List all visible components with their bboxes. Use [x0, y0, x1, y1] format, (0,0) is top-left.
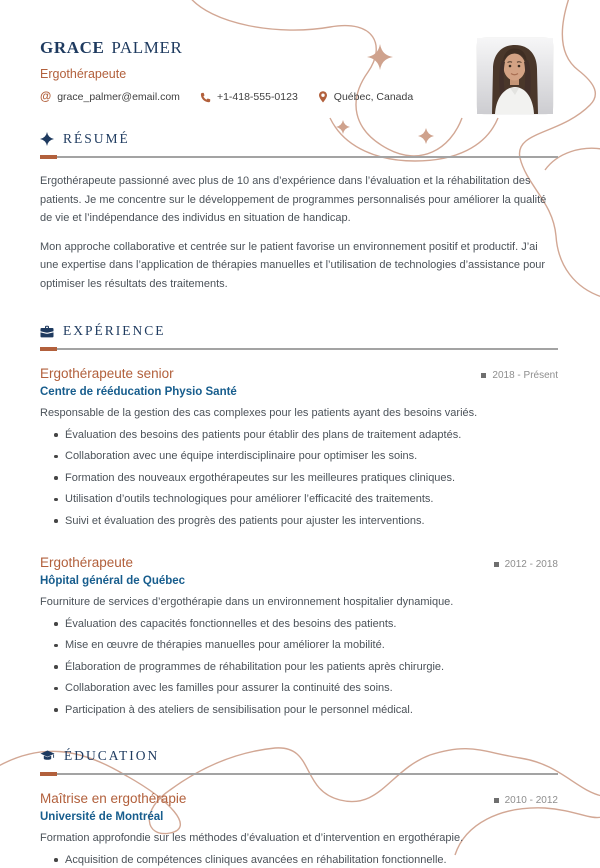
job-summary: Fourniture de services d’ergothérapie dans un environnement hospitalier dynamique. — [40, 596, 454, 608]
section-title: EXPÉRIENCE — [63, 323, 166, 338]
job-bullet: Élaboration de programmes de réhabilitation pour les patients après chirurgie. — [65, 658, 558, 675]
job-bullet: Collaboration avec une équipe interdisciplinaire pour optimiser les soins. — [65, 448, 558, 465]
education-summary: Formation approfondie sur les méthodes d’évaluation et d’intervention en ergothérapie. — [40, 832, 464, 844]
resume-paragraph: Mon approche collaborative et centrée sur le patient favorise un environnement positif et productif. J’ai une expertise dans l’application de thérapies manuelles et l’utilisation de technologies d’assistance pour optimiser les résultats des traitements. — [40, 240, 546, 290]
sparkle-icon — [40, 132, 54, 146]
contact-location — [318, 91, 413, 103]
section-education — [40, 748, 558, 868]
first-name: GRACE — [40, 38, 105, 57]
date-text: 2012 - 2018 — [504, 559, 558, 570]
square-bullet-icon — [481, 373, 486, 378]
education-bullet: Acquisition de compétences cliniques avancées en réhabilitation fonctionnelle. — [65, 851, 558, 868]
square-bullet-icon — [494, 798, 499, 803]
education-bullet-list — [40, 851, 558, 868]
job-bullet: Suivi et évaluation des progrès des patients pour ajuster les interventions. — [65, 512, 558, 529]
date-text: 2010 - 2012 — [504, 795, 558, 806]
degree-name: Maîtrise en ergothérapie — [40, 791, 187, 806]
job-bullet: Participation à des ateliers de sensibilisation pour le personnel médical. — [65, 701, 558, 718]
date-range — [481, 370, 558, 381]
date-range — [494, 795, 558, 806]
date-text: 2018 - Présent — [492, 370, 558, 381]
date-range — [494, 559, 558, 570]
section-title: ÉDUCATION — [64, 748, 160, 763]
job-role: Ergothérapeute — [40, 555, 134, 570]
at-icon: @ — [40, 91, 52, 103]
job-bullet: Mise en œuvre de thérapies manuelles pour améliorer la mobilité. — [65, 637, 558, 654]
profile-photo — [477, 38, 553, 114]
job-bullet: Formation des nouveaux ergothérapeutes sur les meilleures pratiques cliniques. — [65, 469, 558, 486]
job-bullet-list — [40, 426, 558, 529]
email-text: grace_palmer@email.com — [57, 91, 180, 103]
section-resume — [40, 131, 558, 293]
section-header — [40, 748, 558, 764]
job-role: Ergothérapeute senior — [40, 366, 174, 381]
company-name: Hôpital général de Québec — [40, 575, 186, 587]
experience-entry — [40, 555, 558, 718]
last-name: PALMER — [111, 38, 183, 57]
school-name: Université de Montréal — [40, 811, 164, 823]
resume-paragraph: Ergothérapeute passionné avec plus de 10 ans d’expérience dans l’évaluation et la réhabilitation des patients. Je me concentre sur le développement de programmes personnalisés pour améliorer la qualité de vie et l’indépendance des individus en situation de handicap. — [40, 175, 547, 224]
briefcase-icon — [40, 325, 54, 338]
job-bullet: Collaboration avec les familles pour assurer la continuité des soins. — [65, 680, 558, 697]
entry-header — [40, 791, 558, 806]
section-title: RÉSUMÉ — [63, 131, 130, 146]
company-name: Centre de rééducation Physio Santé — [40, 386, 237, 398]
graduation-cap-icon — [40, 750, 55, 763]
section-experience — [40, 323, 558, 718]
education-entry — [40, 791, 558, 868]
contact-phone — [200, 91, 298, 103]
job-bullet-list — [40, 615, 558, 718]
job-bullet: Évaluation des besoins des patients pour établir des plans de traitement adaptés. — [65, 426, 558, 443]
section-header — [40, 131, 558, 147]
section-header — [40, 323, 558, 339]
section-divider — [40, 156, 558, 158]
section-divider — [40, 348, 558, 350]
job-bullet: Évaluation des capacités fonctionnelles et des besoins des patients. — [65, 615, 558, 632]
phone-icon — [200, 92, 211, 103]
location-text: Québec, Canada — [333, 91, 414, 103]
section-divider — [40, 773, 558, 775]
experience-entry — [40, 366, 558, 529]
phone-text: +1-418-555-0123 — [216, 91, 298, 103]
entry-header — [40, 555, 558, 570]
contact-email — [40, 91, 180, 103]
job-bullet: Utilisation d’outils technologiques pour améliorer l’efficacité des traitements. — [65, 491, 558, 508]
entry-header — [40, 366, 558, 381]
resume-text — [40, 172, 558, 293]
professional-title: Ergothérapeute — [40, 67, 127, 81]
location-pin-icon — [318, 91, 328, 103]
job-summary: Responsable de la gestion des cas complexes pour les patients ayant des besoins variés. — [40, 407, 478, 419]
square-bullet-icon — [494, 562, 499, 567]
